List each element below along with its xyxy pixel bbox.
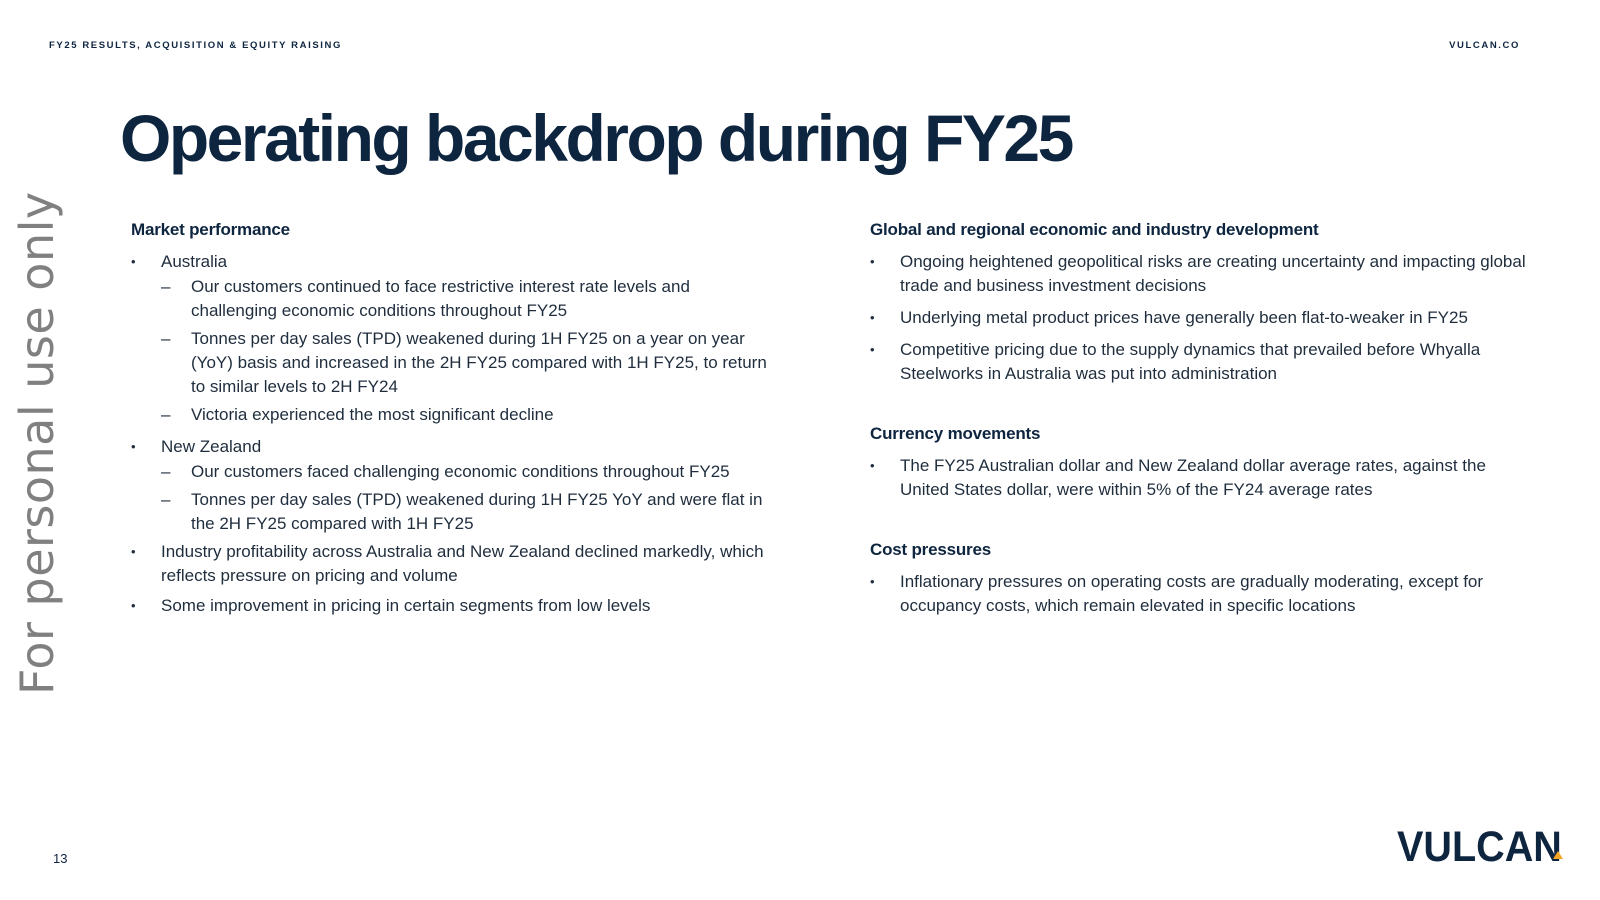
section-title: Cost pressures (870, 540, 991, 559)
sub-list (131, 460, 771, 536)
list-item (131, 250, 771, 427)
list-item (131, 435, 771, 536)
list-item: • Underlying metal product prices have generally been flat-to-weaker in FY25 (870, 306, 1530, 330)
sub-list-item: – Our customers faced challenging economic conditions throughout FY25 (131, 460, 771, 484)
sub-list-item: – Tonnes per day sales (TPD) weakened during 1H FY25 YoY and were flat in the 2H FY25 compared with 1H FY25 (131, 488, 771, 536)
currency-section (870, 424, 1530, 502)
list-item: • Industry profitability across Australia and New Zealand declined markedly, which reflects pressure on pricing and volume (131, 540, 771, 588)
sub-list-item: – Our customers continued to face restrictive interest rate levels and challenging economic conditions throughout FY25 (131, 275, 771, 323)
sub-list-item: – Victoria experienced the most significant decline (131, 403, 771, 427)
bullet-list (870, 570, 1530, 618)
vulcan-logo: VULCAN (1397, 823, 1562, 871)
section-title: Global and regional economic and industry development (870, 220, 1319, 239)
header-left: FY25 RESULTS, ACQUISITION & EQUITY RAISING (49, 40, 342, 51)
global-section (870, 220, 1530, 386)
list-item: • Ongoing heightened geopolitical risks are creating uncertainty and impacting global trade and business investment decisions (870, 250, 1530, 298)
list-item-text: Australia (161, 252, 228, 271)
bullet-list (870, 250, 1530, 386)
page-number: 13 (53, 851, 68, 866)
cost-section (870, 540, 1530, 618)
header-right: VULCAN.CO (1449, 40, 1520, 51)
bullet-list (870, 454, 1530, 502)
section-title: Market performance (131, 220, 290, 239)
list-item: • The FY25 Australian dollar and New Zealand dollar average rates, against the United States dollar, were within 5% of the FY24 average rates (870, 454, 1530, 502)
page-title: Operating backdrop during FY25 (120, 101, 1072, 175)
list-item-text: New Zealand (161, 437, 262, 456)
bullet-list (131, 250, 771, 618)
left-column (131, 220, 771, 656)
sub-list (131, 275, 771, 427)
list-item: • Inflationary pressures on operating costs are gradually moderating, except for occupancy costs, which remain elevated in specific locations (870, 570, 1530, 618)
logo-accent-icon (1553, 851, 1563, 859)
watermark: For personal use only (10, 191, 64, 695)
list-item: • Some improvement in pricing in certain segments from low levels (131, 594, 771, 618)
right-column (870, 220, 1530, 656)
market-performance-section (131, 220, 771, 618)
sub-list-item: – Tonnes per day sales (TPD) weakened during 1H FY25 on a year on year (YoY) basis and increased in the 2H FY25 compared with 1H FY25, to return to similar levels to 2H FY24 (131, 327, 771, 399)
list-item: • Competitive pricing due to the supply dynamics that prevailed before Whyalla Steelworks in Australia was put into administration (870, 338, 1530, 386)
section-title: Currency movements (870, 424, 1041, 443)
